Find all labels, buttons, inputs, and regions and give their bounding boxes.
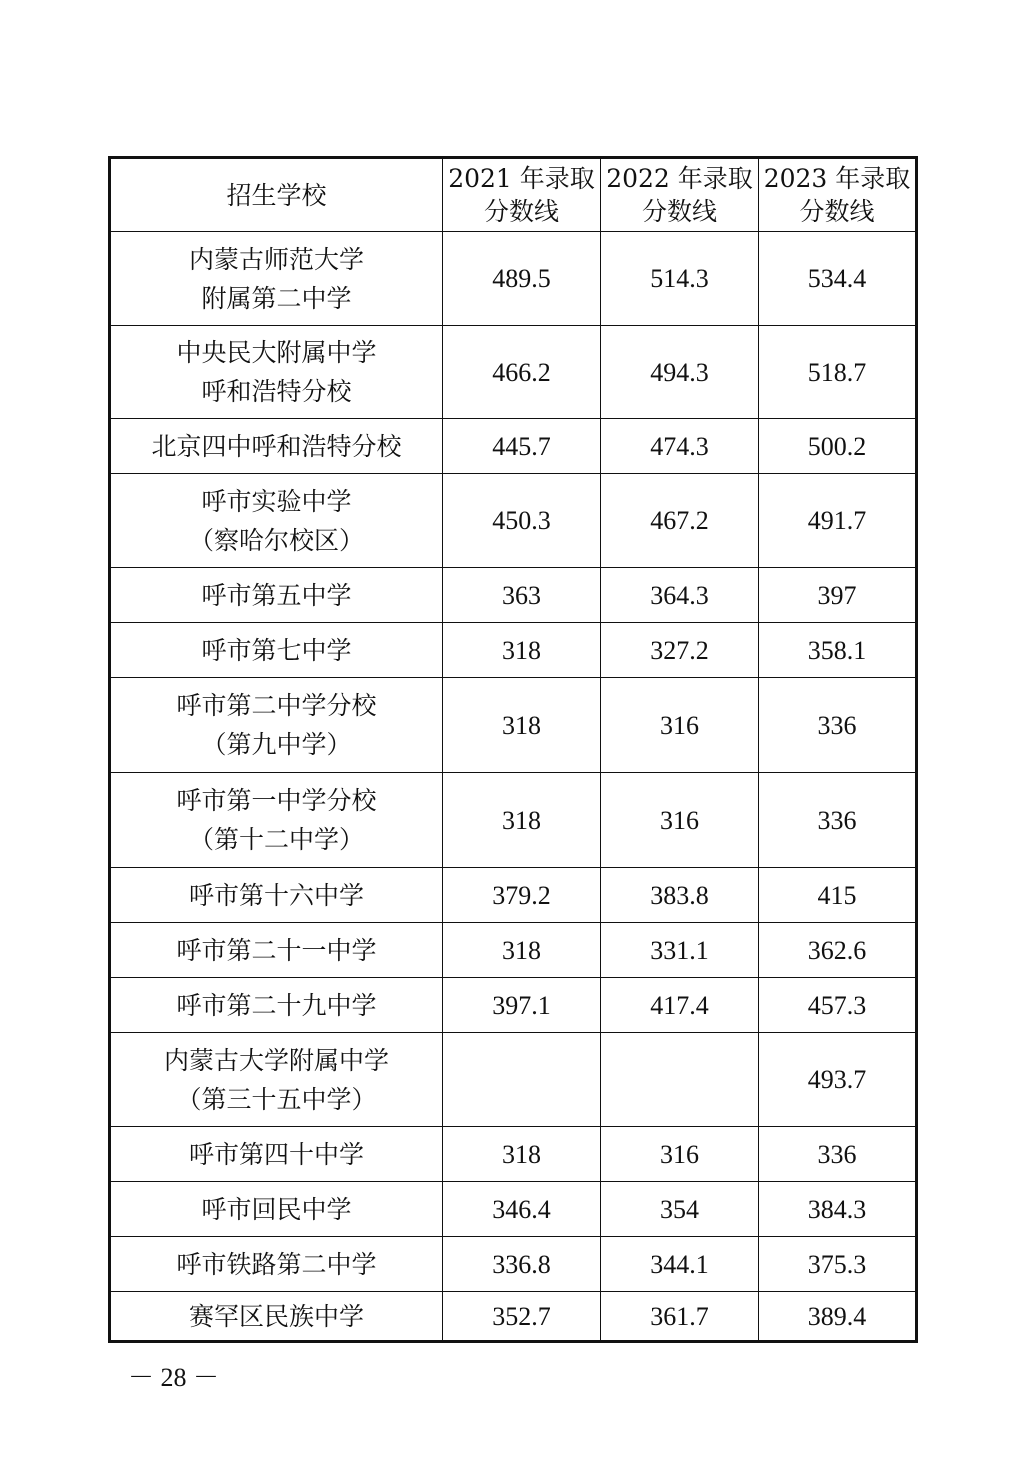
score-2023-cell: 336 bbox=[759, 1127, 917, 1182]
score-2022-cell: 417.4 bbox=[601, 978, 759, 1033]
score-2023-cell: 362.6 bbox=[759, 923, 917, 978]
score-2023-cell: 384.3 bbox=[759, 1182, 917, 1237]
score-2023-cell: 375.3 bbox=[759, 1237, 917, 1292]
score-2021-cell: 318 bbox=[443, 773, 601, 868]
table-row bbox=[110, 326, 917, 419]
school-cell: 呼市第二中学分校 （第九中学） bbox=[110, 678, 443, 773]
score-2021-cell: 450.3 bbox=[443, 474, 601, 568]
table-row bbox=[110, 1182, 917, 1237]
score-2021-cell: 318 bbox=[443, 623, 601, 678]
table-row bbox=[110, 232, 917, 326]
table-row bbox=[110, 1033, 917, 1127]
score-2023-cell: 534.4 bbox=[759, 232, 917, 326]
score-2022-cell: 354 bbox=[601, 1182, 759, 1237]
score-2022-cell: 327.2 bbox=[601, 623, 759, 678]
header-2023: 2023 年录取分数线 bbox=[759, 158, 917, 232]
score-2021-cell: 489.5 bbox=[443, 232, 601, 326]
score-2021-cell: 318 bbox=[443, 923, 601, 978]
score-2022-cell: 467.2 bbox=[601, 474, 759, 568]
table-row bbox=[110, 978, 917, 1033]
score-2022-cell: 316 bbox=[601, 1127, 759, 1182]
score-2023-cell: 389.4 bbox=[759, 1292, 917, 1342]
score-2022-cell: 383.8 bbox=[601, 868, 759, 923]
score-2023-cell: 336 bbox=[759, 678, 917, 773]
school-cell: 内蒙古大学附属中学 （第三十五中学） bbox=[110, 1033, 443, 1127]
school-cell: 内蒙古师范大学 附属第二中学 bbox=[110, 232, 443, 326]
school-cell: 呼市第二十九中学 bbox=[110, 978, 443, 1033]
score-2023-cell: 518.7 bbox=[759, 326, 917, 419]
score-2022-cell: 316 bbox=[601, 678, 759, 773]
score-2021-cell: 397.1 bbox=[443, 978, 601, 1033]
score-2022-cell: 364.3 bbox=[601, 568, 759, 623]
score-2022-cell: 514.3 bbox=[601, 232, 759, 326]
score-2021-cell: 336.8 bbox=[443, 1237, 601, 1292]
school-cell: 呼市回民中学 bbox=[110, 1182, 443, 1237]
score-2021-cell: 379.2 bbox=[443, 868, 601, 923]
score-2021-cell: 318 bbox=[443, 678, 601, 773]
score-2023-cell: 491.7 bbox=[759, 474, 917, 568]
table-row bbox=[110, 868, 917, 923]
school-cell: 北京四中呼和浩特分校 bbox=[110, 419, 443, 474]
score-2022-cell: 316 bbox=[601, 773, 759, 868]
school-cell: 呼市第五中学 bbox=[110, 568, 443, 623]
score-2021-cell: 466.2 bbox=[443, 326, 601, 419]
score-2023-cell: 336 bbox=[759, 773, 917, 868]
score-2021-cell: 363 bbox=[443, 568, 601, 623]
school-cell: 中央民大附属中学 呼和浩特分校 bbox=[110, 326, 443, 419]
score-2021-cell bbox=[443, 1033, 601, 1127]
table-row bbox=[110, 474, 917, 568]
score-2021-cell: 445.7 bbox=[443, 419, 601, 474]
header-2021: 2021 年录取分数线 bbox=[443, 158, 601, 232]
school-cell: 呼市第二十一中学 bbox=[110, 923, 443, 978]
school-cell: 呼市实验中学 （察哈尔校区） bbox=[110, 474, 443, 568]
score-2023-cell: 397 bbox=[759, 568, 917, 623]
table-row bbox=[110, 923, 917, 978]
table-row bbox=[110, 623, 917, 678]
score-2023-cell: 493.7 bbox=[759, 1033, 917, 1127]
table-row bbox=[110, 773, 917, 868]
score-2023-cell: 415 bbox=[759, 868, 917, 923]
table-row bbox=[110, 1237, 917, 1292]
score-2022-cell: 331.1 bbox=[601, 923, 759, 978]
score-2022-cell bbox=[601, 1033, 759, 1127]
score-2021-cell: 346.4 bbox=[443, 1182, 601, 1237]
score-2022-cell: 344.1 bbox=[601, 1237, 759, 1292]
score-2021-cell: 352.7 bbox=[443, 1292, 601, 1342]
school-cell: 赛罕区民族中学 bbox=[110, 1292, 443, 1342]
header-2022: 2022 年录取分数线 bbox=[601, 158, 759, 232]
school-cell: 呼市第一中学分校 （第十二中学） bbox=[110, 773, 443, 868]
score-2021-cell: 318 bbox=[443, 1127, 601, 1182]
table-row bbox=[110, 419, 917, 474]
score-2023-cell: 457.3 bbox=[759, 978, 917, 1033]
score-2022-cell: 361.7 bbox=[601, 1292, 759, 1342]
header-school: 招生学校 bbox=[110, 158, 443, 232]
school-cell: 呼市第七中学 bbox=[110, 623, 443, 678]
table-row bbox=[110, 1292, 917, 1342]
table-body bbox=[110, 232, 917, 1342]
table-row bbox=[110, 678, 917, 773]
score-2023-cell: 500.2 bbox=[759, 419, 917, 474]
table-row bbox=[110, 568, 917, 623]
school-cell: 呼市第十六中学 bbox=[110, 868, 443, 923]
score-2022-cell: 494.3 bbox=[601, 326, 759, 419]
table-header-row bbox=[110, 158, 917, 232]
score-2023-cell: 358.1 bbox=[759, 623, 917, 678]
page-number: － 28 － bbox=[128, 1363, 220, 1392]
score-2022-cell: 474.3 bbox=[601, 419, 759, 474]
admission-score-table bbox=[108, 156, 918, 1343]
school-cell: 呼市铁路第二中学 bbox=[110, 1237, 443, 1292]
table-row bbox=[110, 1127, 917, 1182]
school-cell: 呼市第四十中学 bbox=[110, 1127, 443, 1182]
